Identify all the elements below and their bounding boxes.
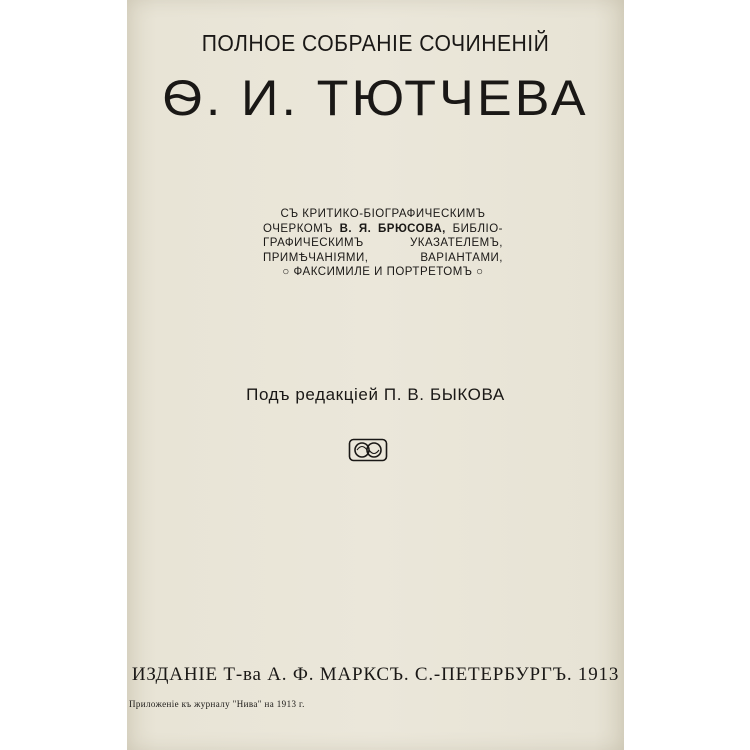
essay-line bbox=[263, 222, 503, 237]
essay-line: ПРИМѢЧАНІЯМИ, ВАРІАНТАМИ, bbox=[263, 251, 503, 264]
author-name: Ѳ. И. ТЮТЧЕВА bbox=[162, 70, 589, 126]
editor-line: Подъ редакціей П. В. БЫКОВА bbox=[246, 385, 505, 404]
bullet-ornament-icon: ○ bbox=[472, 266, 484, 279]
essay-line: СЪ КРИТИКО-БІОГРАФИЧЕСКИМЪ bbox=[280, 208, 486, 220]
title-page bbox=[127, 0, 624, 750]
essayist-name: В. Я. БРЮСОВА, bbox=[339, 222, 446, 235]
essay-line-part: ОЧЕРКОМЪ bbox=[263, 222, 333, 235]
essay-description bbox=[263, 207, 503, 280]
essay-line-part: ФАКСИМИЛЕ И ПОРТРЕТОМЪ bbox=[293, 266, 473, 279]
essay-line-part: БИБЛІО- bbox=[452, 222, 503, 235]
imprint-line: ИЗДАНІЕ Т-ва А. Ф. МАРКСЪ. С.-ПЕТЕРБУРГЪ. 1913 bbox=[131, 664, 620, 685]
double-ring-ornament-icon bbox=[348, 438, 388, 462]
supplement-text: Приложеніе къ журналу "Нива" на 1913 г. bbox=[129, 699, 305, 709]
collection-title: ПОЛНОЕ СОБРАНІЕ СОЧИНЕНІЙ bbox=[201, 30, 550, 56]
bullet-ornament-icon: ○ bbox=[282, 266, 294, 279]
essay-line: ГРАФИЧЕСКИМЪ УКАЗАТЕЛЕМЪ, bbox=[263, 237, 503, 250]
essay-line bbox=[263, 265, 503, 280]
